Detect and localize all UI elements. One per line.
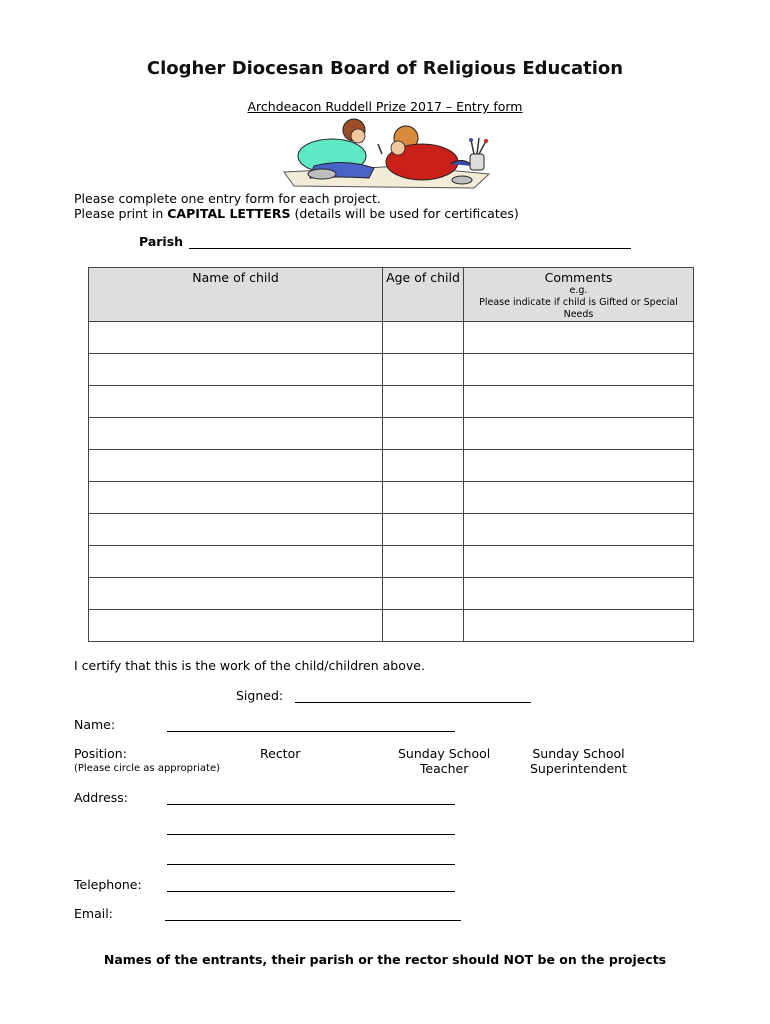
footer-warning: Names of the entrants, their parish or the rector should NOT be on the projects xyxy=(103,952,667,967)
header-comments-note: Please indicate if child is Gifted or Special Needs xyxy=(479,297,678,320)
table-header-row xyxy=(89,268,694,322)
age-cell[interactable] xyxy=(383,482,464,514)
instruction-bold: CAPITAL LETTERS xyxy=(167,206,291,221)
comments-cell[interactable] xyxy=(464,578,694,610)
header-comments-eg: e.g. xyxy=(569,285,588,296)
comments-cell[interactable] xyxy=(464,354,694,386)
position-label: Position: xyxy=(74,746,127,761)
name-cell[interactable] xyxy=(89,322,383,354)
header-comments xyxy=(464,268,694,322)
parish-label: Parish xyxy=(139,234,184,249)
name-cell[interactable] xyxy=(89,578,383,610)
position-note: (Please circle as appropriate) xyxy=(74,763,220,774)
name-cell[interactable] xyxy=(89,354,383,386)
rector-text: Rector xyxy=(260,746,301,761)
table-row xyxy=(89,354,694,386)
address-field-1[interactable] xyxy=(167,792,455,805)
instruction-suffix: (details will be used for certificates) xyxy=(290,206,519,221)
teacher-text-1: Sunday School xyxy=(398,746,491,761)
name-label: Name: xyxy=(74,717,116,732)
position-option-teacher[interactable] xyxy=(398,746,490,776)
telephone-field[interactable] xyxy=(167,879,455,892)
comments-cell[interactable] xyxy=(464,450,694,482)
header-name: Name of child xyxy=(89,268,383,322)
age-cell[interactable] xyxy=(383,354,464,386)
age-cell[interactable] xyxy=(383,514,464,546)
position-option-superintendent[interactable] xyxy=(530,746,627,776)
name-field[interactable] xyxy=(167,719,455,732)
name-cell[interactable] xyxy=(89,450,383,482)
comments-cell[interactable] xyxy=(464,418,694,450)
table-row xyxy=(89,610,694,642)
signature-field[interactable] xyxy=(295,690,531,703)
comments-cell[interactable] xyxy=(464,610,694,642)
header-age: Age of child xyxy=(383,268,464,322)
parish-field[interactable] xyxy=(189,236,631,249)
name-cell[interactable] xyxy=(89,546,383,578)
table-row xyxy=(89,546,694,578)
address-label: Address: xyxy=(74,790,128,805)
age-cell[interactable] xyxy=(383,450,464,482)
table-row xyxy=(89,450,694,482)
form-title: Clogher Diocesan Board of Religious Education xyxy=(146,58,624,79)
telephone-label: Telephone: xyxy=(74,877,142,892)
instruction-line-2 xyxy=(74,206,519,221)
entries-table xyxy=(88,267,694,642)
address-field-3[interactable] xyxy=(167,852,455,865)
name-cell[interactable] xyxy=(89,386,383,418)
instructions xyxy=(74,191,519,221)
instruction-line-1: Please complete one entry form for each project. xyxy=(74,191,381,206)
age-cell[interactable] xyxy=(383,546,464,578)
teacher-text-2: Teacher xyxy=(419,761,469,776)
instruction-prefix: Please print in xyxy=(74,206,168,221)
table-row xyxy=(89,386,694,418)
comments-cell[interactable] xyxy=(464,386,694,418)
header-comments-title: Comments xyxy=(544,270,613,285)
age-cell[interactable] xyxy=(383,578,464,610)
comments-cell[interactable] xyxy=(464,482,694,514)
comments-cell[interactable] xyxy=(464,322,694,354)
parish-row xyxy=(139,234,631,249)
name-cell[interactable] xyxy=(89,514,383,546)
address-field-2[interactable] xyxy=(167,822,455,835)
age-cell[interactable] xyxy=(383,418,464,450)
email-field[interactable] xyxy=(165,908,461,921)
name-cell[interactable] xyxy=(89,610,383,642)
name-cell[interactable] xyxy=(89,418,383,450)
table-row xyxy=(89,418,694,450)
comments-cell[interactable] xyxy=(464,514,694,546)
name-cell[interactable] xyxy=(89,482,383,514)
email-label: Email: xyxy=(74,906,113,921)
table-row xyxy=(89,514,694,546)
table-row xyxy=(89,322,694,354)
signed-label: Signed: xyxy=(236,688,284,703)
form-subtitle: Archdeacon Ruddell Prize 2017 – Entry form xyxy=(247,99,523,114)
position-option-rector[interactable] xyxy=(260,746,300,761)
age-cell[interactable] xyxy=(383,322,464,354)
children-drawing-illustration xyxy=(274,114,496,190)
comments-cell[interactable] xyxy=(464,546,694,578)
certification-statement: I certify that this is the work of the child/children above. xyxy=(74,658,425,673)
superintendent-text-1: Sunday School xyxy=(532,746,625,761)
age-cell[interactable] xyxy=(383,386,464,418)
superintendent-text-2: Superintendent xyxy=(530,761,627,776)
signed-row xyxy=(236,688,531,703)
table-row xyxy=(89,482,694,514)
table-row xyxy=(89,578,694,610)
age-cell[interactable] xyxy=(383,610,464,642)
